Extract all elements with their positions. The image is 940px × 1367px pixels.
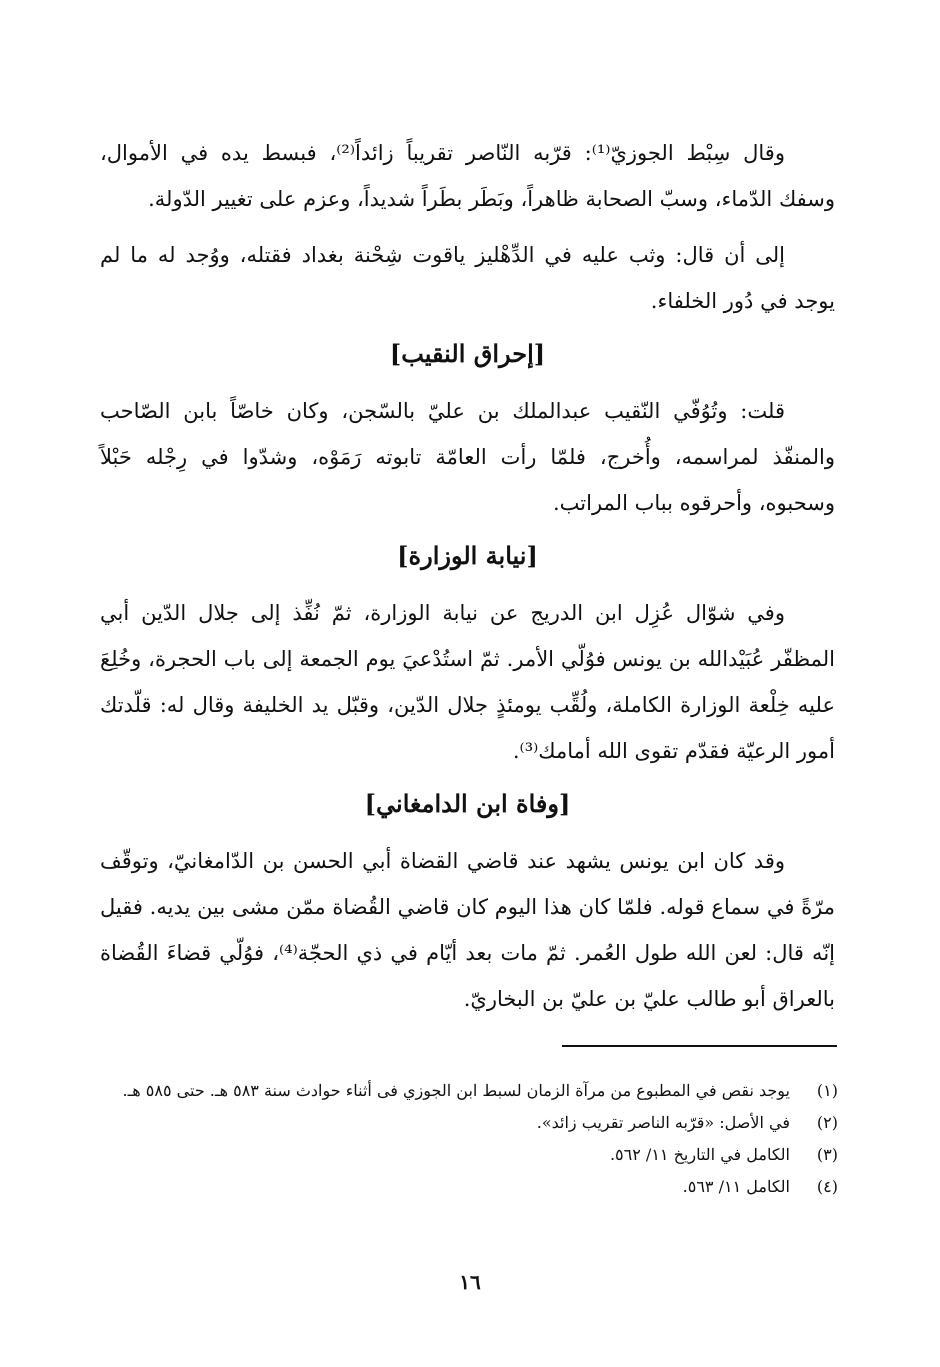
section-heading-wizara: [نيابة الوزارة] <box>397 541 538 570</box>
section-heading-damghani: [وفاة ابن الدامغاني] <box>364 789 571 818</box>
main-text <box>100 130 835 1022</box>
footnote-number: (٤) <box>816 1177 838 1196</box>
footnote-number: (٢) <box>816 1113 838 1132</box>
footnote-number: (٣) <box>816 1145 838 1164</box>
footnote-item <box>100 1139 838 1171</box>
footnote-item <box>100 1107 838 1139</box>
footnote-item <box>100 1171 838 1203</box>
paragraph-sibt-quote: وقال سِبْط الجوزيّ⁽¹⁾: قرّبه النّاصر تقريباً زائداً⁽²⁾، فبسط يده في الأموال، وسفك الدّماء، وسبّ الصحابة ظاهراً، وبَطَر بطَراً شديداً، وعزم على تغيير الدّولة. <box>100 141 835 211</box>
footnote-divider <box>562 1045 837 1047</box>
paragraph-continuation: إلى أن قال: وثب عليه في الدِّهْليز ياقوت شِحْنة بغداد فقتله، ووُجد له ما لم يوجد في دُور الخلفاء. <box>100 243 835 313</box>
footnote-text: في الأصل: «قرّبه الناصر تقريب زائد». <box>536 1113 790 1132</box>
footnote-text: يوجد نقص في المطبوع من مرآة الزمان لسبط ابن الجوزي فى أثناء حوادث سنة ٥٨٣ هـ. حتى ٥٨٥ هـ. <box>122 1081 790 1100</box>
footnote-number: (١) <box>816 1081 838 1100</box>
page-number: ١٦ <box>459 1270 481 1294</box>
section-heading-naqib: [إحراق النقيب] <box>389 339 546 368</box>
paragraph-damghani: وقد كان ابن يونس يشهد عند قاضي القضاة أبي الحسن بن الدّامغانيّ، وتوقّف مرّةً في سماع قوله. فلمّا كان هذا اليوم كان قاضي القُضاة ممّن مشى بين يديه. فقيل إنّه قال: لعن الله طول العُمر. ثمّ مات بعد أيّام في ذي الحجّة⁽⁴⁾، فوُلّي قضاءَ القُضاة بالعراق أبو طالب عليّ بن عليّ بن البخاريّ. <box>100 849 835 1011</box>
footnote-text: الكامل في التاريخ ١١/ ٥٦٢. <box>609 1145 790 1164</box>
footnote-item <box>100 1075 838 1107</box>
footnotes <box>100 1075 838 1203</box>
paragraph-naqib: قلت: وتُوُفّي النّقيب عبدالملك بن عليّ بالسّجن، وكان خاصّاً بابن الصّاحب والمنفّذ لمراسمه، وأُخرج، فلمّا رأت العامّة تابوته رَمَوْه، وشدّوا في رِجْله حَبْلاً وسحبوه، وأحرقوه بباب المراتب. <box>100 399 835 515</box>
footnote-text: الكامل ١١/ ٥٦٣. <box>682 1177 790 1196</box>
paragraph-wizara: وفي شوّال عُزِل ابن الدريج عن نيابة الوزارة، ثمّ نُفِّذ إلى جلال الدّين أبي المظفّر عُبَيْدالله بن يونس فوُلّي الأمر. ثمّ استُدْعيَ يوم الجمعة إلى باب الحجرة، وخُلِعَ عليه خِلْعة الوزارة الكاملة، ولُقِّب يومئذٍ جلال الدّين، وقبّل يد الخليفة وقال له: قلّدتك أمور الرعيّة فقدّم تقوى الله أمامك⁽³⁾. <box>100 601 835 763</box>
